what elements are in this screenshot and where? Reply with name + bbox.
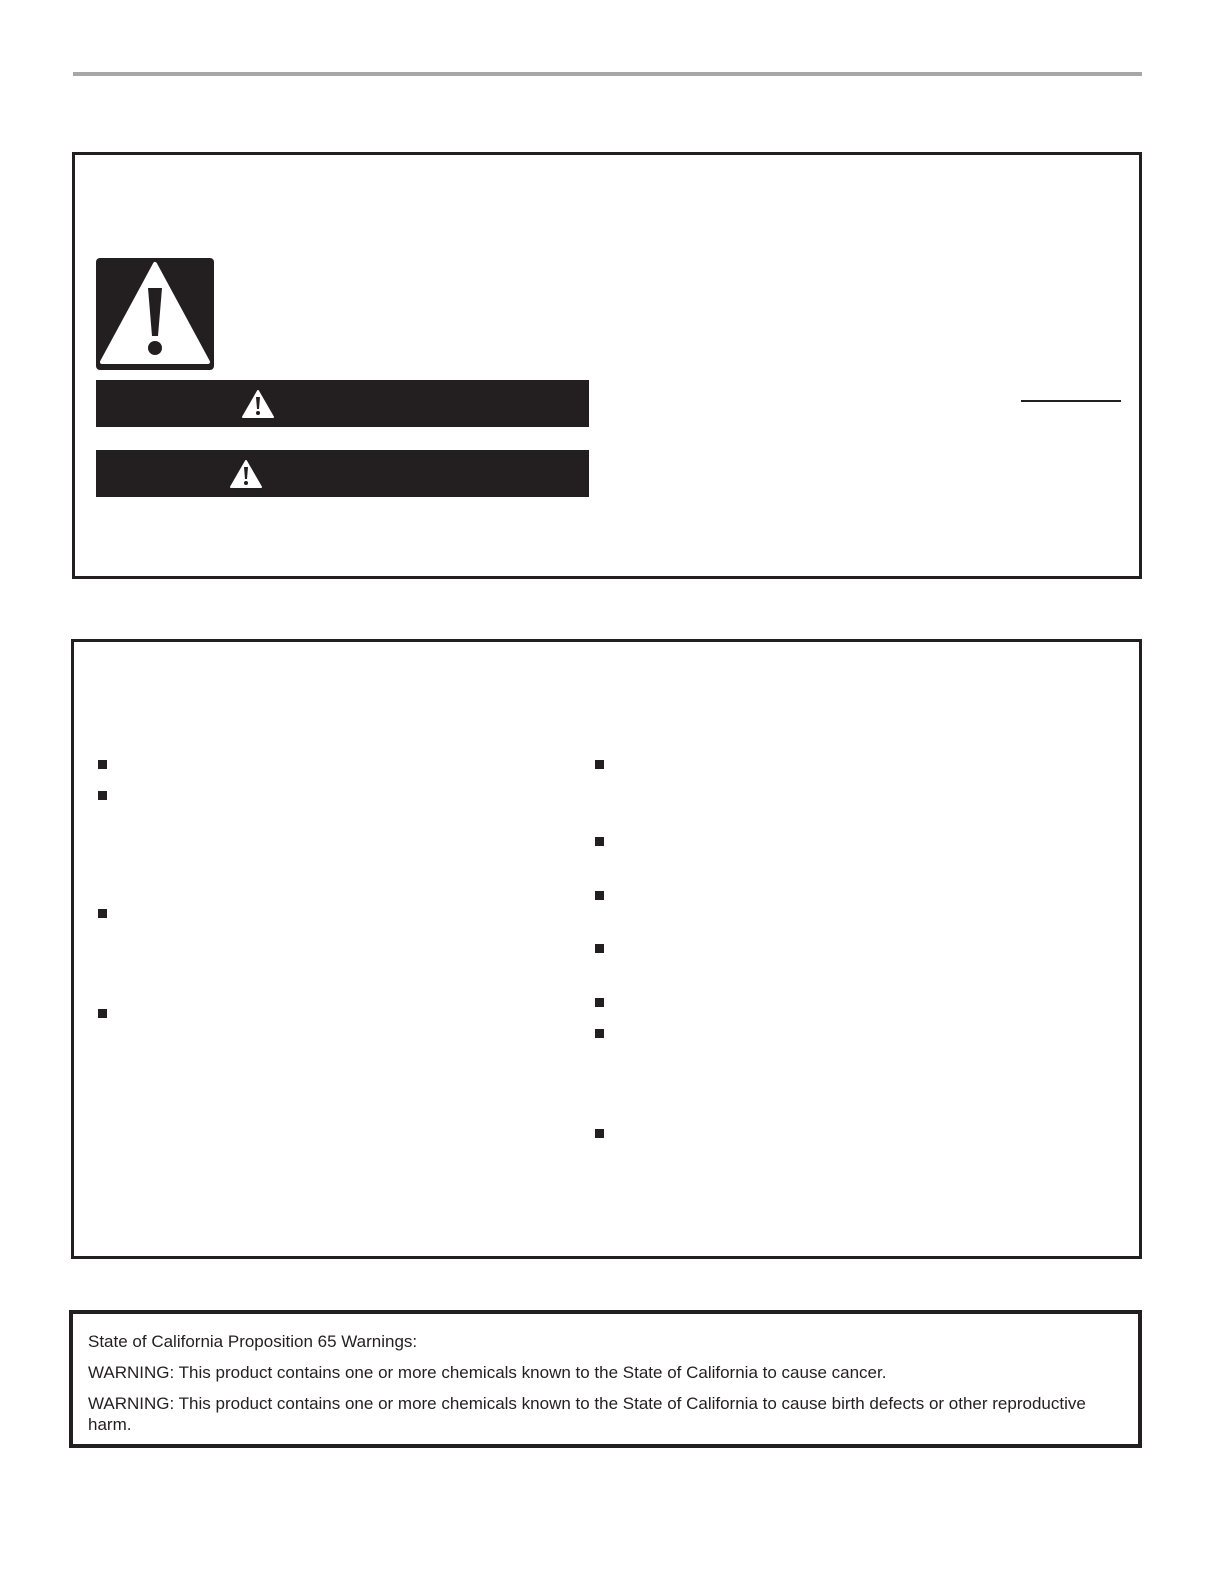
- prop65-cancer-warning: WARNING: This product contains one or more chemicals known to the State of California to cause cancer.: [88, 1363, 887, 1382]
- prop65-text: [88, 1331, 1128, 1435]
- warning-signal-bar: [96, 450, 589, 497]
- square-bullet-icon: [595, 837, 604, 846]
- underline-rule: [1021, 400, 1121, 402]
- prop65-title: State of California Proposition 65 Warnings:: [88, 1332, 418, 1351]
- square-bullet-icon: [595, 944, 604, 953]
- alert-triangle-icon: [241, 389, 275, 424]
- square-bullet-icon: [595, 891, 604, 900]
- square-bullet-icon: [98, 791, 107, 800]
- safety-notice-box: [72, 152, 1142, 579]
- prop65-birth-defects-warning: WARNING: This product contains one or more chemicals known to the State of California to cause birth defects or other reproductive harm.: [88, 1394, 1086, 1434]
- square-bullet-icon: [595, 1029, 604, 1038]
- alert-triangle-icon: [229, 459, 263, 494]
- square-bullet-icon: [98, 1009, 107, 1018]
- square-bullet-icon: [595, 998, 604, 1007]
- square-bullet-icon: [595, 760, 604, 769]
- safety-instructions-box: [71, 639, 1142, 1259]
- danger-signal-bar: [96, 380, 589, 427]
- square-bullet-icon: [98, 760, 107, 769]
- square-bullet-icon: [98, 909, 107, 918]
- safety-alert-triangle-icon: [96, 258, 214, 370]
- header-divider: [73, 72, 1142, 76]
- square-bullet-icon: [595, 1129, 604, 1138]
